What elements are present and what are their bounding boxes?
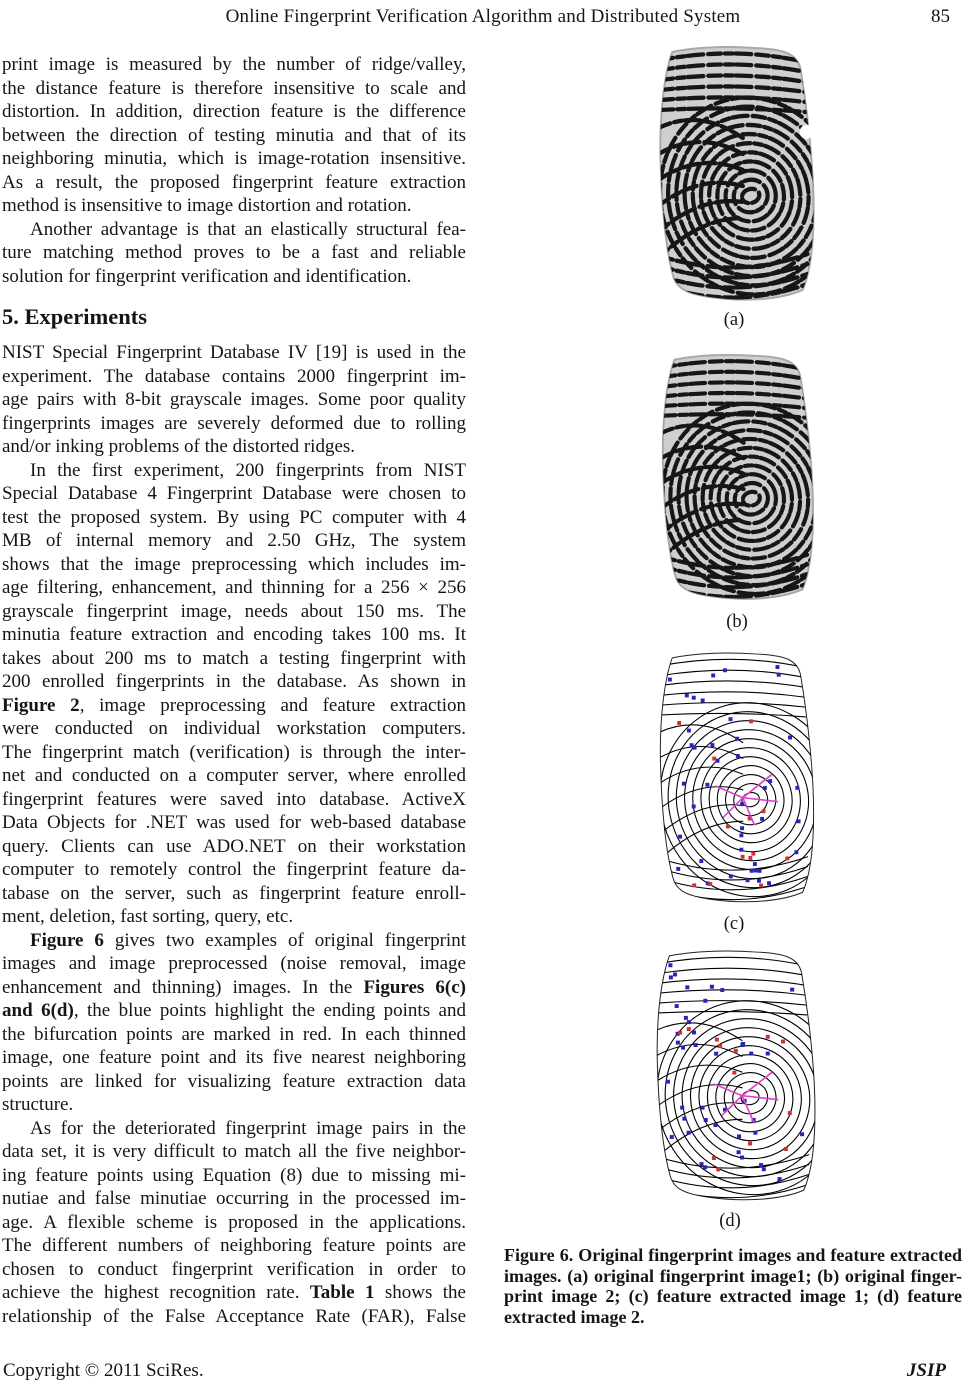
text-line: As a result, the proposed fingerprint feature extraction bbox=[2, 171, 466, 193]
text-line: shows that the image preprocessing which includes im- bbox=[2, 553, 466, 575]
text-line: image, one feature point and its five nearest neighboring bbox=[2, 1047, 466, 1068]
text-line: ture matching method proves to be a fast and reliable bbox=[2, 242, 466, 263]
text-line: net and conducted on a computer server, where enrolled bbox=[2, 765, 466, 786]
text-line: between the direction of testing minutia and that of its bbox=[2, 124, 466, 146]
text-line: chosen to conduct fingerprint verification in order to bbox=[2, 1258, 466, 1280]
text-line: Another advantage is that an elastically structural fea- bbox=[30, 218, 466, 240]
text-line: The different numbers of neighboring feature points are bbox=[2, 1235, 466, 1256]
figure-label-a: (a) bbox=[723, 310, 745, 330]
text-line: age pairs with 8-bit grayscale images. Some poor quality bbox=[2, 389, 466, 410]
text-line: age filtering, enhancement, and thinning for a 256 × 256 bbox=[2, 577, 466, 598]
text-line: relationship of the False Acceptance Rate (FAR), False bbox=[2, 1305, 466, 1327]
text-line: ing feature points using Equation (8) due to missing mi- bbox=[2, 1164, 466, 1186]
fingerprint-image-c bbox=[633, 650, 835, 908]
text-line: query. Clients can use ADO.NET on their workstation bbox=[2, 835, 466, 857]
text-line: and 6(d), the blue points highlight the ending points and bbox=[2, 1000, 466, 1021]
copyright-text: Copyright © 2011 SciRes. bbox=[3, 1360, 204, 1381]
text-line: the distance feature is therefore insensitive to scale and bbox=[2, 77, 466, 99]
text-line: test the proposed system. By using PC computer with 4 bbox=[2, 506, 466, 528]
text-line: and/or inking problems of the distorted ridges. bbox=[2, 436, 356, 457]
fingerprint-image-a-svg bbox=[633, 44, 835, 306]
figure-caption bbox=[504, 1245, 962, 1327]
text-line: solution for fingerprint verification and identification. bbox=[2, 265, 412, 287]
right-column bbox=[502, 40, 964, 1360]
header-title: Online Fingerprint Verification Algorithm and Distributed System bbox=[225, 6, 741, 27]
text-line: enhancement and thinning) images. In the Figures 6(c) bbox=[2, 976, 466, 998]
page-number: 85 bbox=[931, 6, 950, 27]
journal-name: JSIP bbox=[906, 1360, 946, 1381]
text-line: As for the deteriorated fingerprint image pairs in the bbox=[30, 1117, 466, 1139]
figure-label-d: (d) bbox=[719, 1211, 741, 1231]
fingerprint-image-c-svg bbox=[633, 650, 835, 908]
text-line: computer to remotely control the fingerprint feature da- bbox=[2, 859, 466, 880]
text-line: experiment. The database contains 2000 fingerprint im- bbox=[2, 365, 466, 387]
text-line: neighboring minutia, which is image-rotation insensitive. bbox=[2, 148, 466, 169]
fingerprint-image-b-svg bbox=[636, 352, 834, 605]
text-line: print image is measured by the number of ridge/valley, bbox=[2, 54, 466, 75]
text-line: ment, deletion, fast sorting, query, etc. bbox=[2, 906, 294, 927]
text-line: tabase on the server, such as fingerprint feature enroll- bbox=[2, 882, 466, 904]
text-line: method is insensitive to image distortion and rotation. bbox=[2, 195, 412, 216]
text-line: fingerprint features were saved into database. ActiveX bbox=[2, 788, 466, 810]
text-line: structure. bbox=[2, 1094, 74, 1115]
fingerprint-image-d bbox=[629, 948, 837, 1206]
text-line: minutia feature extraction and encoding takes 100 ms. It bbox=[2, 624, 466, 645]
caption-line: Figure 6. Original fingerprint images and feature extracted bbox=[504, 1245, 962, 1265]
text-line: Data Objects for .NET was used for web-based database bbox=[2, 812, 466, 833]
text-line: Figure 2, image preprocessing and feature extraction bbox=[2, 694, 466, 716]
caption-line: extracted image 2. bbox=[504, 1306, 645, 1327]
text-line: data set, it is very difficult to match all the five neighbor- bbox=[2, 1141, 466, 1162]
text-line: age. A flexible scheme is proposed in the applications. bbox=[2, 1211, 466, 1233]
text-line: takes about 200 ms to match a testing fingerprint with bbox=[2, 647, 466, 669]
text-line: images and image preprocessed (noise removal, image bbox=[2, 953, 466, 974]
text-line: Special Database 4 Fingerprint Database were chosen to bbox=[2, 483, 466, 504]
text-line: Figure 6 gives two examples of original fingerprint bbox=[30, 929, 466, 951]
text-line: In the first experiment, 200 fingerprints from NIST bbox=[30, 459, 466, 481]
left-column bbox=[2, 53, 466, 1328]
figure-label-b: (b) bbox=[726, 612, 748, 632]
text-line: grayscale fingerprint image, needs about 150 ms. The bbox=[2, 600, 466, 622]
fingerprint-image-a bbox=[633, 44, 835, 306]
fingerprint-image-d-svg bbox=[629, 948, 837, 1206]
text-line: fingerprints images are severely deformed due to rolling bbox=[2, 412, 466, 434]
text-line: NIST Special Fingerprint Database IV [19] is used in the bbox=[2, 342, 466, 363]
text-line: were conducted on individual workstation computers. bbox=[2, 718, 466, 739]
text-line: nutiae and false minutiae occurring in the processed im- bbox=[2, 1188, 466, 1209]
caption-line: print image 2; (c) feature extracted image 1; (d) feature bbox=[504, 1286, 962, 1307]
text-line: the bifurcation points are marked in red. In each thinned bbox=[2, 1023, 466, 1045]
figure-label-c: (c) bbox=[723, 914, 745, 934]
text-line: points are linked for visualizing feature extraction data bbox=[2, 1070, 466, 1092]
text-line: distortion. In addition, direction feature is the difference bbox=[2, 101, 466, 122]
text-line: achieve the highest recognition rate. Table 1 shows the bbox=[2, 1282, 466, 1303]
text-line: The fingerprint match (verification) is through the inter- bbox=[2, 741, 466, 763]
text-line: 200 enrolled fingerprints in the database. As shown in bbox=[2, 671, 466, 692]
section-heading: 5. Experiments bbox=[2, 304, 147, 329]
text-line: MB of internal memory and 2.50 GHz, The system bbox=[2, 530, 466, 551]
fingerprint-image-b bbox=[636, 352, 834, 605]
caption-line: images. (a) original fingerprint image1; (b) original finger- bbox=[504, 1265, 962, 1286]
